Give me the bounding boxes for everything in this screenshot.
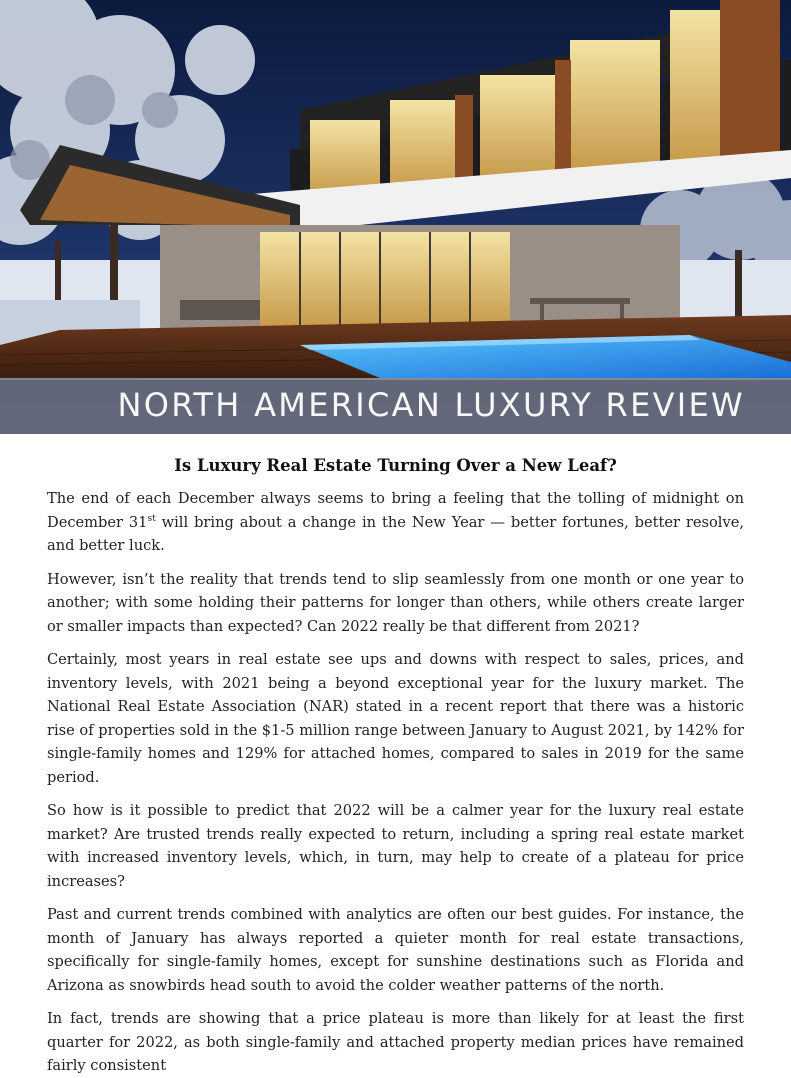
publication-title: NORTH AMERICAN LUXURY REVIEW <box>117 386 745 424</box>
article-headline: Is Luxury Real Estate Turning Over a New Leaf? <box>174 456 617 475</box>
paragraph-1-text-cont: will bring about a change in the New Year — better fortunes, better resolve, and better luck. <box>47 513 744 554</box>
paragraph-5: Past and current trends combined with analytics are often our best guides. For instance, the month of January has always reported a quieter month for real estate transactions, specifically for single-family homes, except for sunshine destinations such as Florida and Arizona as snowbirds head south to avoid the colder weather patterns of the north. <box>47 906 744 994</box>
hero-image <box>0 0 791 434</box>
paragraph-6: In fact, trends are showing that a price plateau is more than likely for at least the first quarter for 2022, as both single-family and attached property median prices have remained fairly consistent <box>47 1010 744 1074</box>
paragraph-1 <box>47 487 744 558</box>
paragraph-3: Certainly, most years in real estate see ups and downs with respect to sales, prices, and inventory levels, with 2021 being a beyond exceptional year for the luxury market. The National Real Estate Association (NAR) stated in a recent report that there was a historic rise of properties sold in the $1-5 million range between January to August 2021, by 142% for single-family homes and 129% for attached homes, compared to sales in 2019 for the same period. <box>47 651 744 786</box>
title-banner <box>0 378 791 434</box>
paragraph-4: So how is it possible to predict that 2022 will be a calmer year for the luxury real estate market? Are trusted trends really expected to return, including a spring real estate market with increased inventory levels, which, in turn, may help to create of a plateau for price increases? <box>47 802 744 890</box>
paragraph-1-text: The end of each December always seems to bring a feeling that the tolling of midnight on December 31 <box>47 490 744 531</box>
ordinal-suffix: st <box>147 513 156 524</box>
paragraph-2: However, isn’t the reality that trends tend to slip seamlessly from one month or one year to another; with some holding their patterns for longer than others, while others create larger or smaller impacts than expected? Can 2022 really be that different from 2021? <box>47 570 744 635</box>
article <box>0 456 791 1078</box>
luxury-house-illustration <box>0 0 791 434</box>
